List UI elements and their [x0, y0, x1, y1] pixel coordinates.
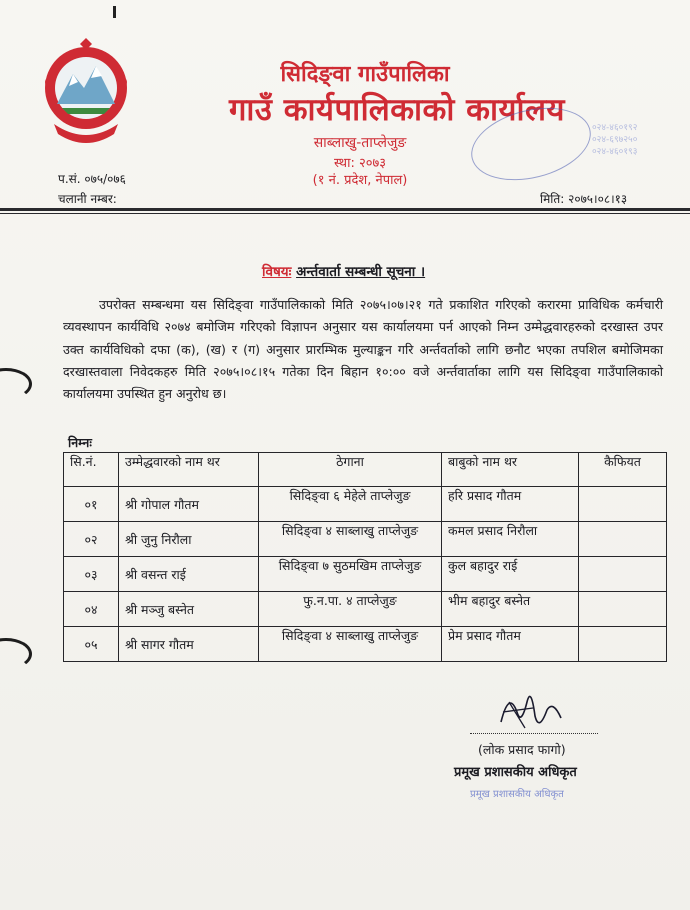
serial-cell: ०५	[64, 627, 119, 662]
table-row	[64, 522, 667, 557]
signature-scribble	[495, 682, 565, 738]
father-cell: कमल प्रसाद निरौला	[442, 522, 579, 557]
col-address: ठेगाना	[259, 453, 442, 487]
remarks-cell	[579, 557, 667, 592]
signature-stamp: प्रमूख प्रशासकीय अधिकृत	[470, 789, 564, 800]
reference-number: प.सं. ०७५/०७६	[58, 172, 126, 186]
province: (१ नं. प्रदेश, नेपाल)	[312, 173, 408, 188]
serial-cell: ०४	[64, 592, 119, 627]
signatory-title: प्रमूख प्रशासकीय अधिकृत	[454, 765, 577, 780]
office-location: साब्लाखु-ताप्लेजुङ	[313, 135, 407, 151]
table-row	[64, 627, 667, 662]
table-row	[64, 557, 667, 592]
established-year: स्था: २०७३	[333, 156, 387, 171]
col-candidate-name: उम्मेद्धवारको नाम थर	[119, 453, 259, 487]
table-row	[64, 487, 667, 522]
serial-cell: ०२	[64, 522, 119, 557]
father-cell: प्रेम प्रसाद गौतम	[442, 627, 579, 662]
serial-cell: ०१	[64, 487, 119, 522]
stamp-contact: ०२४-४६०१९२ ०२४-६९७२५० ०२४-४६०१९३	[592, 123, 638, 157]
address-cell: फु.न.पा. ४ ताप्लेजुङ	[259, 592, 442, 627]
letter-date: मिति: २०७५।०८।१३	[540, 192, 628, 206]
subject-line	[262, 262, 425, 280]
table-header-row	[64, 453, 667, 487]
serial-cell: ०३	[64, 557, 119, 592]
father-cell: कुल बहादुर राई	[442, 557, 579, 592]
remarks-cell	[579, 592, 667, 627]
header-divider	[0, 208, 690, 211]
subject-label: विषयः	[262, 264, 292, 280]
address-cell: सिदिङ्वा ४ साब्लाखु ताप्लेजुङ	[259, 627, 442, 662]
father-cell: भीम बहादुर बस्नेत	[442, 592, 579, 627]
address-cell: सिदिङ्वा ७ सुठमखिम ताप्लेजुङ	[259, 557, 442, 592]
candidate-table	[63, 452, 667, 662]
address-cell: सिदिङ्वा ४ साब्लाखु ताप्लेजुङ	[259, 522, 442, 557]
signatory-name: (लोक प्रसाद फागो)	[478, 742, 566, 757]
col-remarks: कैफियत	[579, 453, 667, 487]
candidate-cell: श्री जुनु निरौला	[119, 522, 259, 557]
table-row	[64, 592, 667, 627]
father-cell: हरि प्रसाद गौतम	[442, 487, 579, 522]
office-name: गाउँ कार्यपालिकाको कार्यालय	[228, 92, 566, 128]
col-father-name: बाबुको नाम थर	[442, 453, 579, 487]
address-cell: सिदिङ्वा ६ मेहेले ताप्लेजुङ	[259, 487, 442, 522]
col-serial: सि.नं.	[64, 453, 119, 487]
candidate-cell: श्री वसन्त राई	[119, 557, 259, 592]
remarks-cell	[579, 627, 667, 662]
notice-body	[63, 294, 663, 405]
candidate-cell: श्री सागर गौतम	[119, 627, 259, 662]
nepal-emblem-icon	[40, 38, 132, 158]
candidate-cell: श्री मञ्जु बस्नेत	[119, 592, 259, 627]
dispatch-number: चलानी नम्बर:	[58, 192, 117, 206]
binder-ring	[0, 368, 32, 400]
punch-mark	[113, 6, 116, 18]
remarks-cell	[579, 522, 667, 557]
signature-line	[470, 733, 598, 734]
subject-text: अर्न्तवार्ता सम्बन्धी सूचना ।	[296, 264, 426, 280]
notice-paragraph: उपरोक्त सम्बन्धमा यस सिदिङ्वा गाउँपालिकाको मिति २०७५।०७।२१ गते प्रकाशित गरिएको करारमा प्राविधिक कर्मचारी व्यवस्थापन कार्यविधि २०७४ बमोजिम गरिएको विज्ञापन अनुसार यस कार्यालयमा पर्न आएको निम्न उम्मेद्धवारहरुको दरखास्त उपर उक्त कार्यविधिको दफा (क), (ख) र (ग) अनुसार प्रारम्भिक मुल्याङ्कन गरि अर्न्तवर्ताको लागि छनौट भएका तपशिल बमोजिमका दरखास्तवाला निवेदकहरु मिति २०७५।०८।१५ गतेका दिन बिहान १०:०० वजे अर्न्तवार्ताका लागि यस सिदिङ्वा गाउँपालिकाको कार्यालयमा उपस्थित हुन अनुरोध छ।	[63, 297, 663, 402]
municipality-name: सिदिङ्वा गाउँपालिका	[280, 62, 450, 87]
remarks-cell	[579, 487, 667, 522]
binder-ring	[0, 638, 32, 670]
candidate-cell: श्री गोपाल गौतम	[119, 487, 259, 522]
header-divider-thin	[0, 213, 690, 214]
list-label: निम्नः	[68, 435, 92, 450]
